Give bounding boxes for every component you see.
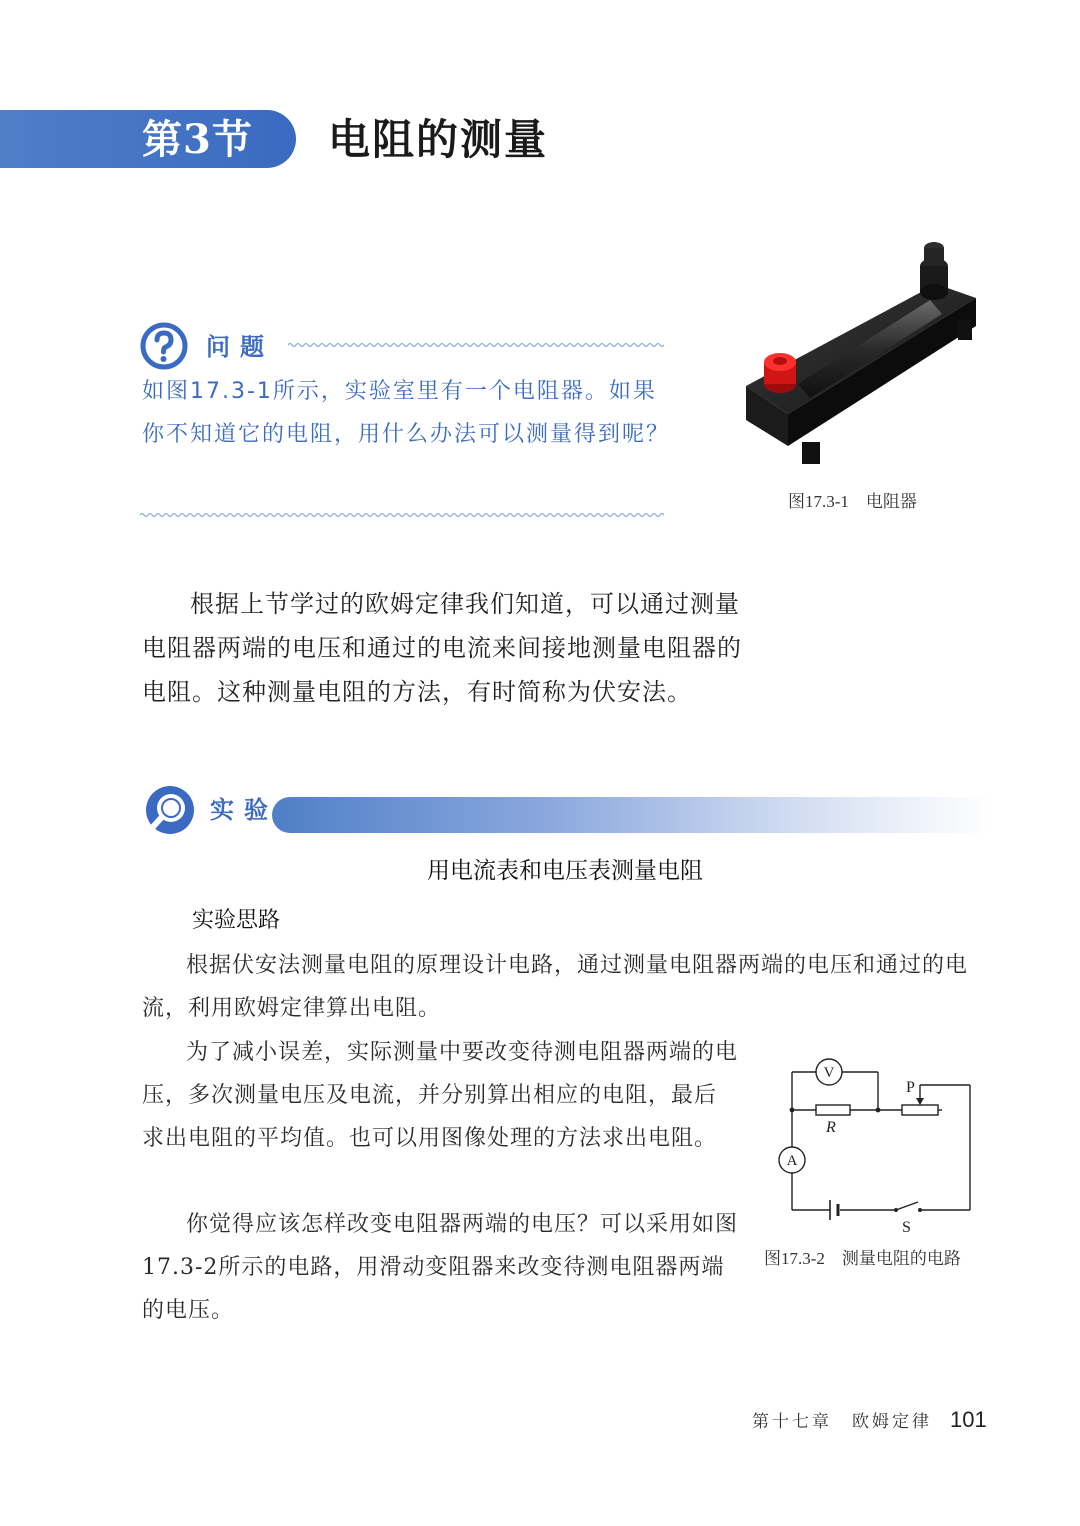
wavy-divider-top <box>288 340 664 350</box>
slider-label: P <box>906 1079 915 1096</box>
page-number: 101 <box>950 1407 987 1432</box>
footer-chapter-title: 第十七章 欧姆定律 <box>752 1412 932 1432</box>
experiment-paragraph: 为了减小误差，实际测量中要改变待测电阻器两端的电压，多次测量电压及电流，并分别算出相应的电阻，最后求出电阻的平均值。也可以用图像处理的方法求出电阻。 <box>142 1040 739 1151</box>
circuit-diagram <box>770 1056 984 1242</box>
ammeter-label: A <box>786 1153 798 1169</box>
experiment-gradient-bar <box>272 797 992 833</box>
resistor-photo <box>736 236 986 472</box>
question-label: 问题 <box>206 333 274 361</box>
section-number: 第3节 <box>142 116 253 163</box>
experiment-label: 实验 <box>210 796 278 824</box>
subheading-experiment-idea: 实验思路 <box>192 908 281 933</box>
wavy-divider-bottom <box>140 510 664 520</box>
resistor-label: R <box>826 1119 836 1136</box>
section-title: 电阻的测量 <box>328 115 549 164</box>
figure-caption-circuit: 图17.3-2 测量电阻的电路 <box>764 1249 961 1268</box>
question-text: 如图17.3-1所示，实验室里有一个电阻器。如果你不知道它的电阻，用什么办法可以测量得到呢？ <box>142 379 671 447</box>
experiment-title: 用电流表和电压表测量电阻 <box>427 858 703 884</box>
experiment-paragraph: 根据伏安法测量电阻的原理设计电路，通过测量电阻器两端的电压和通过的电流，利用欧姆定律算出电阻。 <box>142 953 969 1021</box>
switch-label: S <box>902 1219 911 1236</box>
experiment-paragraph: 你觉得应该怎样改变电阻器两端的电压？可以采用如图17.3-2所示的电路，用滑动变阻器来改变待测电阻器两端的电压。 <box>142 1212 739 1323</box>
magnifier-icon <box>144 784 196 836</box>
voltmeter-label: V <box>823 1065 835 1081</box>
question-mark-icon <box>140 322 188 370</box>
intro-paragraph: 根据上节学过的欧姆定律我们知道，可以通过测量电阻器两端的电压和通过的电流来间接地测量电阻器的电阻。这种测量电阻的方法，有时简称为伏安法。 <box>142 590 742 706</box>
figure-caption-resistor: 图17.3-1 电阻器 <box>788 492 917 511</box>
